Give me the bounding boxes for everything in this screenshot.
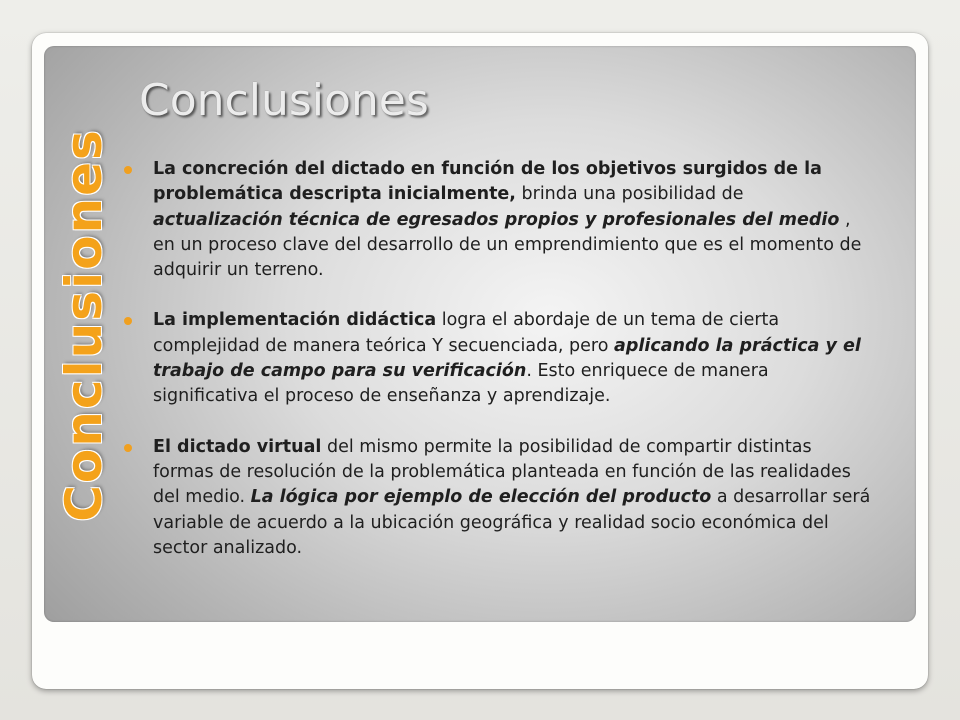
bullet-icon bbox=[124, 166, 132, 174]
bold-italic-run: aplicando la práctica y el trabajo de campo para su verificación bbox=[153, 335, 861, 382]
bullet-list bbox=[124, 157, 874, 586]
text-run: , en un proceso clave del desarrollo de un emprendimiento que es el momento de adquirir un terreno. bbox=[153, 209, 862, 281]
bold-run: La implementación didáctica bbox=[153, 310, 437, 331]
text-run: logra el abordaje de un tema de cierta complejidad de manera teórica Y secuenciada, pero bbox=[153, 310, 780, 356]
bullet-icon bbox=[124, 317, 132, 325]
bold-run: La concreción del dictado en función de los objetivos surgidos de la problemática descripta inicialmente, bbox=[153, 159, 822, 205]
bold-run: El dictado virtual bbox=[153, 436, 322, 457]
bold-italic-run: actualización técnica de egresados propios y profesionales del medio bbox=[153, 209, 840, 230]
text-run: . Esto enriquece de manera significativa el proceso de enseñanza y aprendizaje. bbox=[153, 361, 769, 407]
bullet-item bbox=[124, 157, 874, 283]
slide-title: Conclusiones bbox=[139, 75, 429, 126]
text-run: brinda una posibilidad de bbox=[515, 184, 744, 205]
bullet-icon bbox=[124, 444, 132, 452]
text-run: del mismo permite la posibilidad de compartir distintas formas de resolución de la problemática planteada en función de las realidades del medio. bbox=[153, 436, 851, 508]
text-run: a desarrollar será variable de acuerdo a la ubicación geográfica y realidad socio económica del sector analizado. bbox=[153, 487, 871, 558]
bold-italic-run: La lógica por ejemplo de elección del producto bbox=[250, 487, 712, 508]
side-title bbox=[54, 128, 114, 522]
side-title-text: Conclusiones bbox=[55, 128, 113, 522]
bullet-item bbox=[124, 435, 874, 561]
bullet-item bbox=[124, 308, 874, 409]
